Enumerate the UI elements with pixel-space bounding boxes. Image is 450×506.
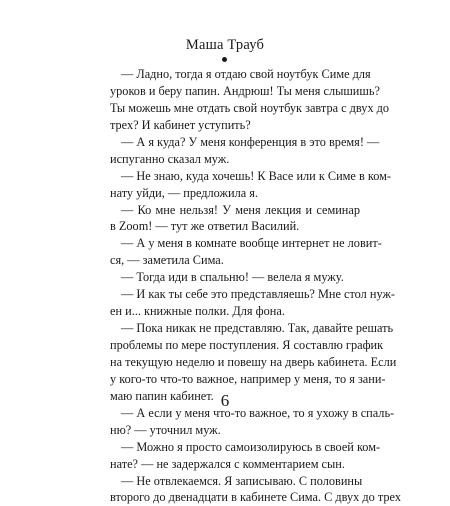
text-line: нату уйди, — предложила я.	[110, 185, 258, 200]
page-number: 6	[220, 391, 230, 410]
running-head-author: Маша Трауб	[185, 37, 265, 53]
text-line: проблемы по мере поступления. Я составлю график	[110, 338, 384, 352]
text-line: ен и... книжные полки. Для фона.	[110, 304, 285, 319]
text-line: уроков и беру папин. Андрюш! Ты меня слышишь?	[110, 83, 380, 98]
header-ornament-dot	[222, 57, 227, 62]
text-line: трех? И кабинет уступить?	[110, 117, 251, 132]
text-line: ню? — уточнил муж.	[110, 422, 221, 437]
text-line: ся, — заметила Сима.	[110, 253, 224, 268]
text-line: — Ладно, тогда я отдаю свой ноутбук Симе для	[121, 67, 371, 81]
text-line: испуганно сказал муж.	[110, 151, 230, 166]
text-line: — А у меня в комнате вообще интернет не ловит-	[121, 236, 382, 251]
text-line: — Можно я просто самоизолируюсь в своей ком-	[121, 439, 381, 454]
text-line: маю папин кабинет.	[110, 388, 214, 403]
text-line: у кого-то что-то важное, например у меня, то я зани-	[110, 371, 386, 386]
text-line: — Тогда иди в спальню! — велела я мужу.	[121, 270, 344, 285]
text-line: — Ко мне нельзя! У меня лекция и семинар	[121, 202, 360, 217]
text-line: Ты можешь мне отдать свой ноутбук завтра с двух до	[110, 100, 390, 115]
text-line: второго до двенадцати в кабинете Сима. С двух до трех	[110, 490, 401, 505]
text-line: нате? — не задержался с комментарием сын.	[110, 456, 345, 471]
text-line: — Не знаю, куда хочешь! К Васе или к Симе в ком-	[121, 168, 391, 183]
body-text	[110, 66, 401, 506]
text-line: на текущую неделю и повешу на дверь кабинета. Если	[110, 354, 397, 369]
text-line: — И как ты себе это представляешь? Мне стол нуж-	[121, 287, 396, 302]
text-line: — А если у меня что-то важное, то я ухожу в спаль-	[121, 405, 395, 420]
text-line: — Не отвлекаемся. Я записываю. С половины	[121, 473, 363, 488]
text-line: — А я куда? У меня конференция в это время! —	[121, 134, 380, 149]
text-line: в Zoom! — тут же ответил Василий.	[110, 219, 300, 234]
text-line: — Пока никак не представляю. Так, давайте решать	[121, 321, 394, 336]
